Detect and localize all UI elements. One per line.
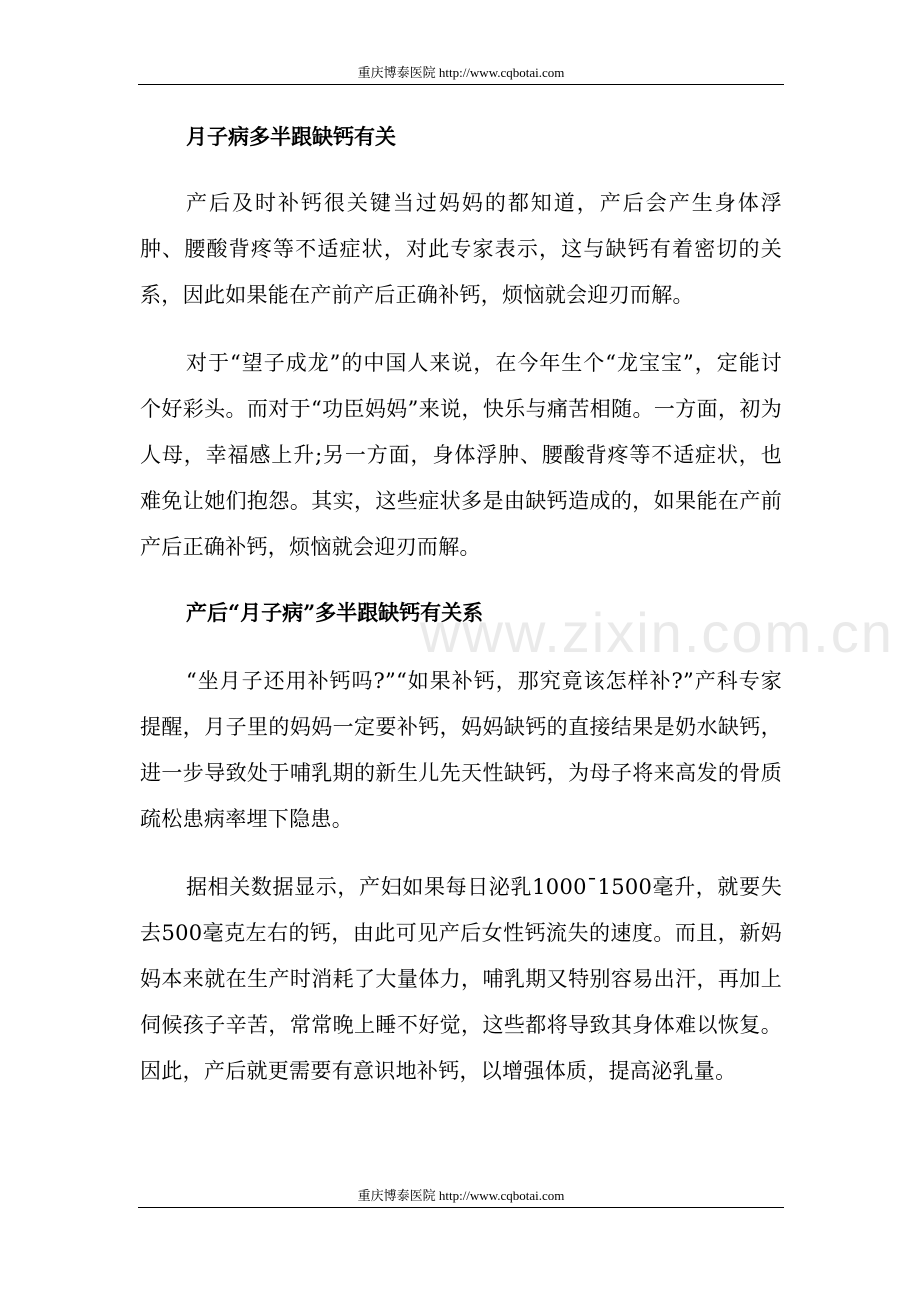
section-heading-1: 月子病多半跟缺钙有关 (186, 124, 396, 149)
paragraph-1: 产后及时补钙很关键当过妈妈的都知道，产后会产生身体浮肿、腰酸背疼等不适症状，对此专家表示，这与缺钙有着密切的关系，因此如果能在产前产后正确补钙，烦恼就会迎刃而解。 (140, 191, 782, 307)
page-header: 重庆博泰医院 http://www.cqbotai.com (357, 65, 565, 80)
article-body (140, 114, 782, 1094)
paragraph-3: “坐月子还用补钙吗?”“如果补钙，那究竟该怎样补?”产科专家提醒，月子里的妈妈一定要补钙，妈妈缺钙的直接结果是奶水缺钙，进一步导致处于哺乳期的新生儿先天性缺钙，为母子将来高发的骨质疏松患病率埋下隐患。 (140, 669, 782, 831)
section-heading-2: 产后“月子病”多半跟缺钙有关系 (186, 600, 484, 625)
paragraph-4: 据相关数据显示，产妇如果每日泌乳1000¯1500毫升，就要失去500毫克左右的钙，由此可见产后女性钙流失的速度。而且，新妈妈本来就在生产时消耗了大量体力，哺乳期又特别容易出汗，再加上伺候孩子辛苦，常常晚上睡不好觉，这些都将导致其身体难以恢复。因此，产后就更需要有意识地补钙，以增强体质，提高泌乳量。 (140, 875, 782, 1083)
header-divider (138, 84, 784, 85)
footer-divider (138, 1207, 784, 1208)
paragraph-2: 对于“望子成龙”的中国人来说，在今年生个“龙宝宝”，定能讨个好彩头。而对于“功臣妈妈”来说，快乐与痛苦相随。一方面，初为人母，幸福感上升;另一方面，身体浮肿、腰酸背疼等不适症状，也难免让她们抱怨。其实，这些症状多是由缺钙造成的，如果能在产前产后正确补钙，烦恼就会迎刃而解。 (140, 351, 782, 559)
page-footer: 重庆博泰医院 http://www.cqbotai.com (357, 1188, 565, 1203)
watermark: www.zixin.com.cn (420, 601, 894, 664)
